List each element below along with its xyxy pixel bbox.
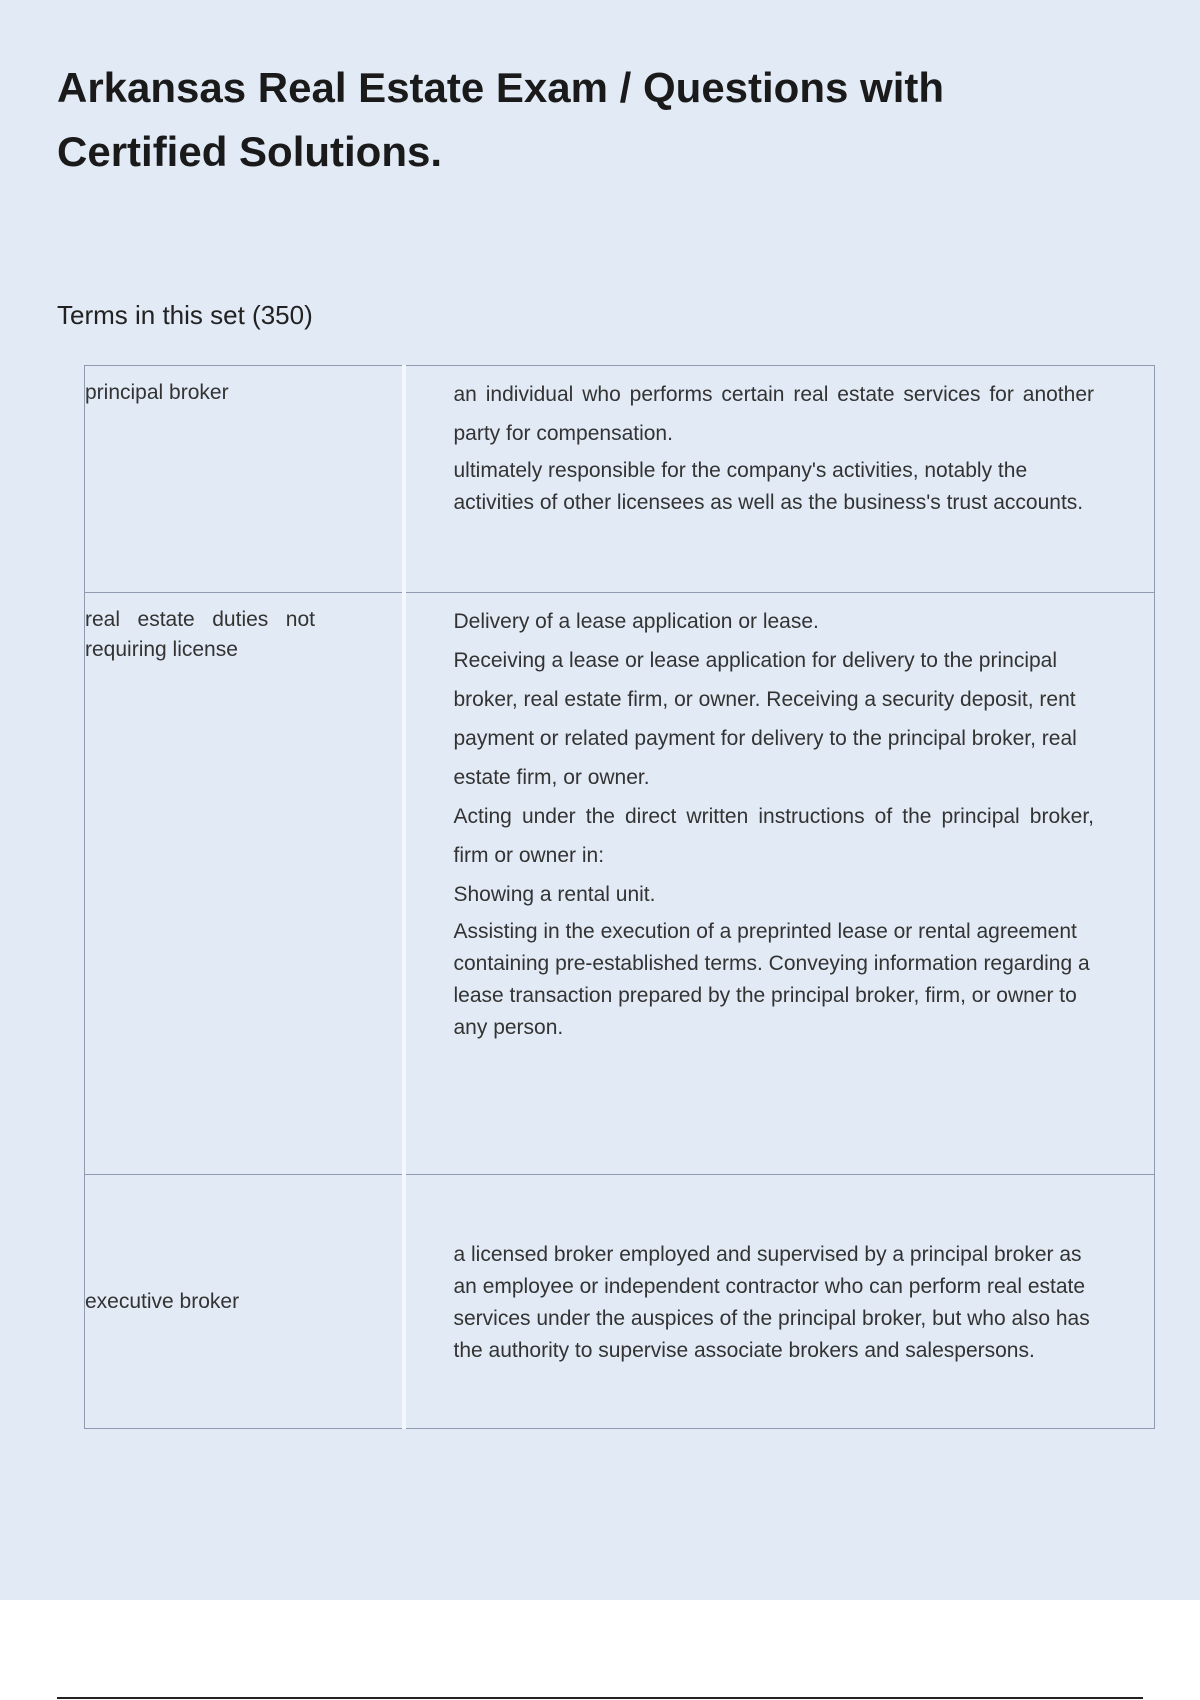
term-cell — [85, 366, 404, 593]
term-cell — [85, 1175, 404, 1429]
definition-cell — [404, 593, 1155, 1175]
definition-text: Acting under the direct written instructions of the principal broker, firm or owner in: — [453, 805, 1094, 867]
definition-text: Showing a rental unit. — [453, 883, 656, 906]
term-text: executive broker — [85, 1289, 240, 1313]
definition-text: Assisting in the execution of a preprinted lease or rental agreement containing pre-established terms. Conveying information regarding a lease transaction prepared by the principal broker, firm, or owner to any person. — [453, 920, 1090, 1039]
term-text: real estate duties not requiring license — [85, 608, 315, 661]
term-text: principal broker — [85, 381, 229, 404]
term-cell — [85, 593, 404, 1175]
table-row — [85, 593, 1155, 1175]
document-title: Arkansas Real Estate Exam / Questions with Certified Solutions. — [57, 64, 945, 175]
definition-text: Delivery of a lease application or lease. — [453, 610, 819, 633]
footer-rule — [57, 1697, 1143, 1699]
definition-text: an individual who performs certain real estate services for another party for compensation. — [453, 383, 1094, 445]
definition-text: ultimately responsible for the company's activities, notably the activities of other licensees as well as the business's trust accounts. — [453, 459, 1084, 514]
definition-cell — [404, 366, 1155, 593]
table-row — [85, 1175, 1155, 1429]
terms-count-label: Terms in this set (350) — [57, 300, 313, 330]
table-row — [85, 366, 1155, 593]
definition-text: Receiving a lease or lease application for delivery to the principal broker, real estate firm, or owner. Receiving a security deposit, rent payment or related payment for delivery to the principal broker, real estate firm, or owner. — [453, 649, 1077, 789]
definition-cell — [404, 1175, 1155, 1429]
terms-table — [84, 365, 1155, 1429]
definition-text: a licensed broker employed and supervised by a principal broker as an employee or independent contractor who can perform real estate services under the auspices of the principal broker, but who also has the authority to supervise associate brokers and salespersons. — [453, 1242, 1090, 1362]
